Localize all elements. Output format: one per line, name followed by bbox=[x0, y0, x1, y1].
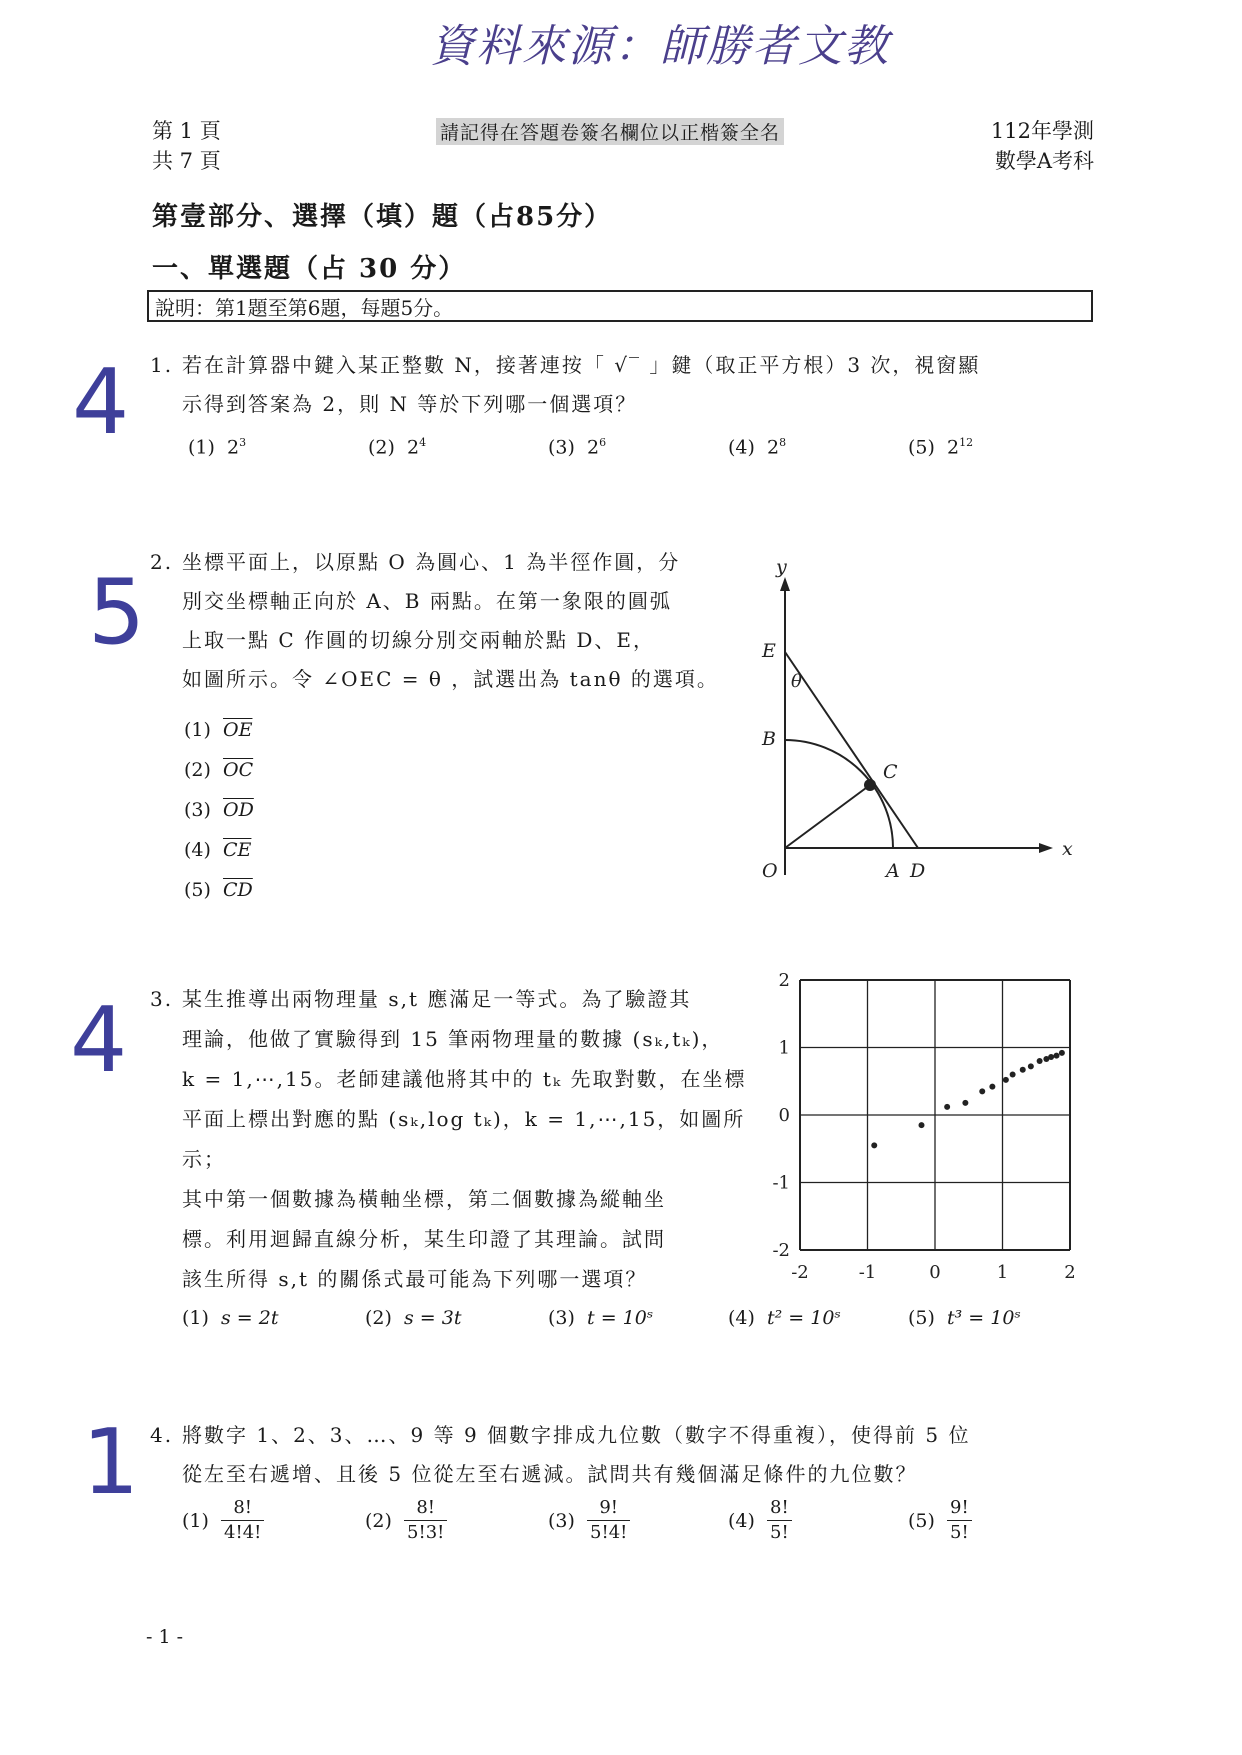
question-line: 某生推導出兩物理量 s,t 應滿足一等式。為了驗證其 bbox=[182, 987, 692, 1011]
question-1 bbox=[150, 346, 1100, 424]
question-line: 如圖所示。令 ∠OEC = θ ，試選出為 tanθ 的選項。 bbox=[182, 667, 719, 691]
page-number-left bbox=[152, 116, 221, 176]
scatter-point bbox=[1020, 1067, 1026, 1073]
exam-subject: 數學A考科 bbox=[994, 149, 1094, 173]
y-tick-label: 0 bbox=[778, 1105, 790, 1126]
option-label: (2) bbox=[365, 1509, 392, 1532]
fraction-numerator: 8! bbox=[767, 1496, 792, 1521]
option-exp: 3 bbox=[239, 436, 247, 449]
fraction-denominator: 4!4! bbox=[224, 1522, 262, 1543]
q3-option-1[interactable] bbox=[182, 1307, 365, 1329]
scatter-point bbox=[944, 1104, 950, 1110]
question-line: 理論，他做了實驗得到 15 筆兩物理量的數據 (sₖ,tₖ)， bbox=[182, 1027, 724, 1051]
scatter-point bbox=[871, 1142, 877, 1148]
fraction-numerator: 9! bbox=[947, 1496, 972, 1521]
question-line: 從左至右遞增、且後 5 位從左至右遞減。試問共有幾個滿足條件的九位數？ bbox=[182, 1462, 918, 1486]
question-line: 別交坐標軸正向於 A、B 兩點。在第一象限的圓弧 bbox=[182, 589, 672, 613]
fraction-denominator: 5! bbox=[770, 1522, 789, 1543]
option-text: s = 2t bbox=[221, 1307, 279, 1329]
option-label: (5) bbox=[184, 879, 211, 901]
point-b-label: B bbox=[762, 728, 776, 750]
x-tick-label: 0 bbox=[929, 1262, 941, 1282]
option-label: (5) bbox=[908, 1307, 935, 1329]
q1-option-5[interactable] bbox=[908, 436, 1048, 458]
option-label: (2) bbox=[368, 436, 395, 459]
q2-options bbox=[184, 710, 254, 910]
option-base: 2 bbox=[587, 436, 600, 459]
option-label: (5) bbox=[908, 436, 935, 459]
scatter-point bbox=[962, 1100, 968, 1106]
scatter-point bbox=[1037, 1058, 1043, 1064]
option-label: (2) bbox=[365, 1307, 392, 1329]
scatter-point bbox=[1059, 1050, 1065, 1056]
footer-page-number: - 1 - bbox=[146, 1626, 184, 1648]
y-axis-label: y bbox=[776, 556, 787, 578]
fraction-denominator: 5!3! bbox=[407, 1522, 445, 1543]
x-tick-label: -2 bbox=[791, 1262, 809, 1282]
point-c-label: C bbox=[883, 761, 898, 783]
q2-option-1[interactable] bbox=[184, 710, 254, 750]
scatter-point bbox=[1003, 1077, 1009, 1083]
chart-points bbox=[871, 1050, 1065, 1148]
chart-tick-labels bbox=[772, 972, 1075, 1282]
signature-banner: 請記得在答題卷簽名欄位以正楷簽全名 bbox=[436, 118, 784, 145]
handwritten-source-note: 資料來源：師勝者文教 bbox=[430, 21, 890, 72]
y-tick-label: 2 bbox=[778, 972, 790, 991]
scatter-point bbox=[979, 1088, 985, 1094]
point-o-label: O bbox=[762, 860, 778, 882]
question-line: 其中第一個數據為橫軸坐標，第二個數據為縱軸坐 bbox=[182, 1187, 666, 1211]
q1-option-2[interactable] bbox=[368, 436, 548, 458]
question-2 bbox=[150, 543, 750, 699]
answer-mark-q3: 4 bbox=[70, 988, 128, 1093]
option-label: (4) bbox=[728, 436, 755, 459]
option-text: $\overline{CE}$ bbox=[223, 839, 252, 861]
point-e-label: E bbox=[762, 640, 776, 662]
option-label: (1) bbox=[184, 719, 211, 741]
x-axis-label: x bbox=[1062, 838, 1073, 860]
scatter-point bbox=[919, 1122, 925, 1128]
option-label: (3) bbox=[548, 1509, 575, 1532]
question-number: 4. bbox=[150, 1423, 174, 1447]
scatter-point bbox=[1054, 1053, 1060, 1059]
y-tick-label: -1 bbox=[772, 1172, 790, 1194]
option-base: 2 bbox=[407, 436, 420, 459]
q4-option-2[interactable] bbox=[365, 1496, 548, 1545]
answer-mark-q1: 4 bbox=[72, 350, 130, 455]
q1-option-4[interactable] bbox=[728, 436, 908, 458]
option-text: s = 3t bbox=[404, 1307, 462, 1329]
angle-theta-label: θ bbox=[791, 671, 802, 692]
option-text: t³ = 10ˢ bbox=[947, 1307, 1021, 1329]
answer-mark-q2: 5 bbox=[88, 560, 146, 665]
question-line: 上取一點 C 作圓的切線分別交兩軸於點 D、E， bbox=[182, 628, 656, 652]
question-line: 坐標平面上，以原點 O 為圓心、1 為半徑作圓，分 bbox=[182, 550, 681, 574]
question-number: 3. bbox=[150, 987, 174, 1011]
option-exp: 6 bbox=[599, 436, 607, 449]
section-title: 一、單選題（占 30 分） bbox=[152, 254, 467, 284]
question-3 bbox=[150, 979, 760, 1299]
q3-option-4[interactable] bbox=[728, 1307, 908, 1329]
exam-title bbox=[991, 116, 1094, 176]
point-a-label: A bbox=[886, 860, 900, 882]
y-tick-label: 1 bbox=[778, 1037, 790, 1059]
q3-option-2[interactable] bbox=[365, 1307, 548, 1329]
radius-oc bbox=[785, 785, 870, 848]
fraction-numerator: 8! bbox=[221, 1496, 264, 1521]
page-total: 共 7 頁 bbox=[152, 149, 221, 173]
q4-option-3[interactable] bbox=[548, 1496, 728, 1545]
question-line: 示得到答案為 2，則 N 等於下列哪一個選項？ bbox=[182, 392, 638, 416]
fraction-denominator: 5! bbox=[950, 1522, 969, 1543]
option-text: $\overline{OC}$ bbox=[223, 759, 254, 781]
question-line: 將數字 1、2、3、…、9 等 9 個數字排成九位數（數字不得重複），使得前 5 位 bbox=[182, 1423, 971, 1447]
option-fraction bbox=[767, 1496, 792, 1545]
option-fraction bbox=[947, 1496, 972, 1545]
x-tick-label: 1 bbox=[996, 1262, 1009, 1282]
option-base: 2 bbox=[227, 436, 240, 459]
option-label: (4) bbox=[728, 1307, 755, 1329]
x-tick-label: 2 bbox=[1064, 1262, 1076, 1282]
q2-option-4[interactable] bbox=[184, 830, 254, 870]
q2-option-2[interactable] bbox=[184, 750, 254, 790]
option-fraction bbox=[404, 1496, 447, 1545]
q4-options bbox=[182, 1496, 1082, 1545]
scatter-point bbox=[1048, 1054, 1054, 1060]
q1-option-3[interactable] bbox=[548, 436, 728, 458]
q2-option-5[interactable] bbox=[184, 870, 254, 910]
unit-arc bbox=[785, 740, 893, 848]
fraction-denominator: 5!4! bbox=[590, 1522, 628, 1543]
question-line: 該生所得 s,t 的關係式最可能為下列哪一選項？ bbox=[182, 1267, 648, 1291]
q4-option-4[interactable] bbox=[728, 1496, 908, 1545]
option-text: $\overline{OE}$ bbox=[223, 719, 253, 741]
fraction-numerator: 8! bbox=[404, 1496, 447, 1521]
question-4 bbox=[150, 1416, 1110, 1494]
point-d-label: D bbox=[910, 860, 926, 882]
part-title: 第壹部分、選擇（填）題（占85分） bbox=[152, 202, 613, 232]
question-number: 2. bbox=[150, 550, 174, 574]
q4-option-5[interactable] bbox=[908, 1496, 1048, 1545]
q3-scatter-chart bbox=[768, 972, 1078, 1282]
q2-option-3[interactable] bbox=[184, 790, 254, 830]
answer-mark-q4: 1 bbox=[82, 1410, 140, 1515]
option-label: (3) bbox=[548, 1307, 575, 1329]
option-exp: 8 bbox=[779, 436, 787, 449]
option-exp: 12 bbox=[959, 436, 974, 449]
option-text: t = 10ˢ bbox=[587, 1307, 654, 1329]
tangent-line bbox=[785, 652, 918, 848]
y-tick-label: -2 bbox=[772, 1240, 790, 1261]
page-current: 第 1 頁 bbox=[152, 119, 221, 143]
point-c-dot bbox=[864, 779, 876, 791]
scatter-point bbox=[989, 1084, 995, 1090]
option-label: (4) bbox=[728, 1509, 755, 1532]
option-label: (1) bbox=[182, 1509, 209, 1532]
question-line: 若在計算器中鍵入某正整數 N，接著連按「 √‾ 」鍵（取正平方根）3 次，視窗顯 bbox=[182, 353, 981, 377]
chart-grid bbox=[800, 980, 1070, 1250]
q4-option-1[interactable] bbox=[182, 1496, 365, 1545]
instructions-box: 說明：第1題至第6題，每題5分。 bbox=[147, 290, 1093, 322]
q3-option-5[interactable] bbox=[908, 1307, 1048, 1329]
fraction-numerator: 9! bbox=[587, 1496, 630, 1521]
option-label: (2) bbox=[184, 759, 211, 781]
option-base: 2 bbox=[947, 436, 960, 459]
scatter-point bbox=[1028, 1063, 1034, 1069]
exam-year: 112年學測 bbox=[990, 119, 1094, 143]
option-label: (3) bbox=[548, 436, 575, 459]
q3-option-3[interactable] bbox=[548, 1307, 728, 1329]
option-text: $\overline{OD}$ bbox=[223, 799, 254, 821]
q3-options bbox=[182, 1307, 1082, 1329]
q1-options bbox=[188, 436, 1088, 458]
option-label: (4) bbox=[184, 839, 211, 861]
q2-geometry-figure bbox=[740, 555, 1080, 895]
q1-option-1[interactable] bbox=[188, 436, 368, 458]
question-line: k = 1,⋯,15。老師建議他將其中的 tₖ 先取對數，在坐標 bbox=[182, 1067, 747, 1091]
option-base: 2 bbox=[767, 436, 780, 459]
scatter-point bbox=[1010, 1072, 1016, 1078]
option-fraction bbox=[221, 1496, 264, 1545]
x-tick-label: -1 bbox=[858, 1262, 877, 1282]
question-line: 標。利用迴歸直線分析，某生印證了其理論。試問 bbox=[182, 1227, 666, 1251]
question-number: 1. bbox=[150, 353, 174, 377]
y-axis-arrow bbox=[780, 577, 790, 591]
option-label: (3) bbox=[184, 799, 211, 821]
option-exp: 4 bbox=[419, 436, 427, 449]
option-label: (1) bbox=[188, 436, 215, 459]
x-axis-arrow bbox=[1039, 843, 1053, 853]
option-label: (1) bbox=[182, 1307, 209, 1329]
option-text: t² = 10ˢ bbox=[767, 1307, 841, 1329]
option-label: (5) bbox=[908, 1509, 935, 1532]
option-fraction bbox=[587, 1496, 630, 1545]
option-text: $\overline{CD}$ bbox=[223, 879, 253, 901]
question-line: 平面上標出對應的點 (sₖ,log tₖ)，k = 1,⋯,15，如圖所示； bbox=[182, 1107, 746, 1171]
